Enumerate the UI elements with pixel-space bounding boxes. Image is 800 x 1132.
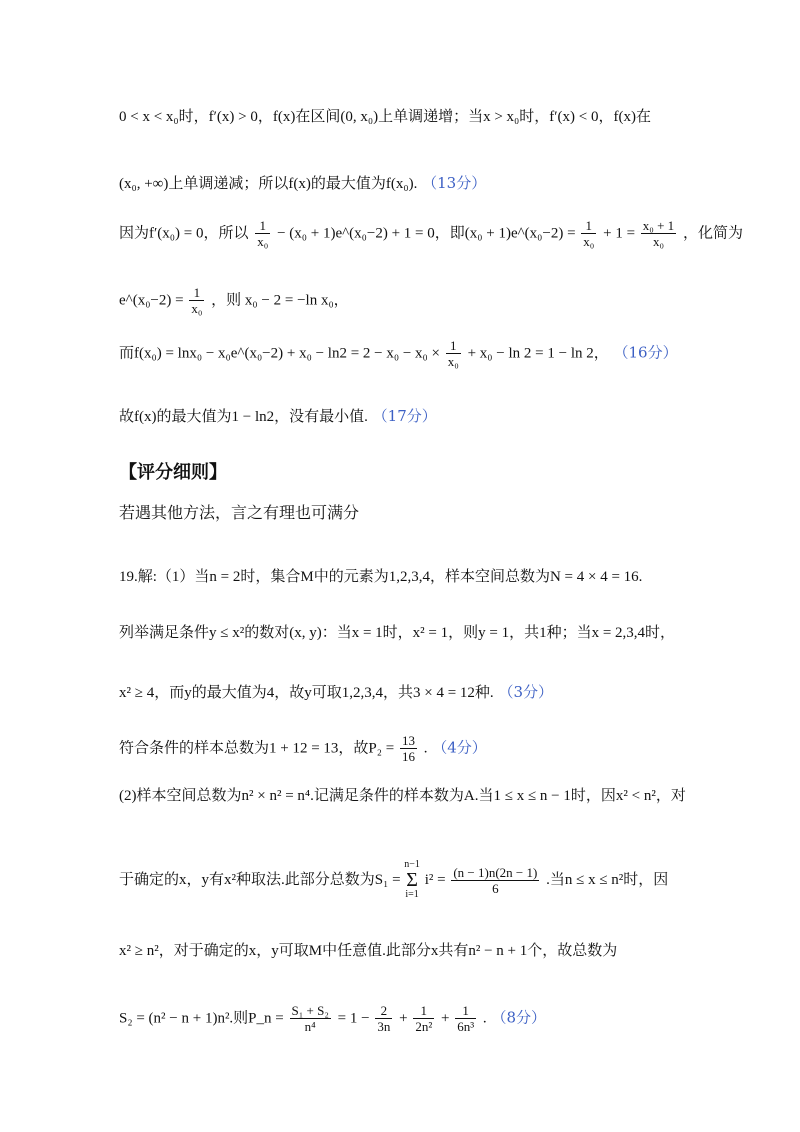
line-12-post: .当n ≤ x ≤ n²时，因 [546,872,669,888]
score-16: （16分） [613,343,678,362]
text-line-2 [119,173,760,194]
score-13: （13分） [422,174,487,192]
fraction: $\frac{2}{3n}$ [377,1003,391,1034]
line-14-post: . [482,1010,487,1027]
fraction: $\frac{13}{16}$ [401,733,415,764]
line-6-text: 故f(x)的最大值为1 − ln2，没有最小值. [119,409,368,425]
line-14-pre: S₂ = (n² − n + 1)n².则P_n = [119,1010,288,1027]
line-12-pre: 于确定的x，y有x²种取法.此部分总数为S₁ = [119,872,405,888]
line-2-text: (x₀, +∞)上单调递减；所以f(x)的最大值为f(x₀). [119,176,418,192]
text-line-14 [119,1003,760,1034]
fraction: $\frac{\text{S₁ + S₂}}{\text{n⁴}}$ [291,1003,329,1034]
line-3-post: ，化简为 [682,225,743,242]
line-3-pre: 因为f′(x₀) = 0，所以 [119,225,249,242]
section-heading: 【评分细则】 [119,462,227,483]
line-8-text: 列举满足条件y ≤ x²的数对(x, y)：当x = 1时，x² = 1，则y = 1，共1种；当x = 2,3,4时， [119,625,676,641]
line-13-text: x² ≥ n²，对于确定的x，y可取M中任意值.此部分x共有n² − n + 1个，故总数为 [119,943,618,959]
text-line-5 [119,338,760,369]
score-8: （8分） [491,1008,546,1027]
text-line-13 [119,940,760,961]
text-line-10 [119,733,760,764]
line-11-text: (2)样本空间总数为n² × n² = n⁴.记满足条件的样本数为A.当1 ≤ x ≤ n − 1时，因x² < n²，对 [119,788,686,804]
line-5-post: + x₀ − ln 2 = 1 − ln 2， [467,345,609,362]
grading-note: 若遇其他方法，言之有理也可满分 [119,503,360,522]
line-7-text: 19.解:（1）当n = 2时，集合M中的元素为1,2,3,4，样本空间总数为N = 4 × 4 = 16. [119,569,643,585]
line-1-text: 0 < x < x₀时，f′(x) > 0，f(x)在区间(0, x₀)上单调递增；当x > x₀时，f′(x) < 0，f(x)在 [119,109,651,125]
fraction: $\frac{1}{\text{6n³}}$ [457,1003,475,1034]
line-5-pre: 而f(x₀) = lnx₀ − x₀e^(x₀−2) + x₀ − ln2 = 2 − x₀ − x₀ × [119,345,444,362]
fraction: $\frac{\text{x₀ + 1}}{\text{x₀}}$ [642,218,675,249]
summation: n−1 Σ i=1 [404,859,420,900]
fraction: $\frac{1}{\text{x₀}}$ [191,285,203,316]
fraction: $\frac{1}{\text{2n²}}$ [415,1003,433,1034]
fraction: $\frac{(n - 1)n(2n - 1)}{6}$ [453,864,538,896]
line-14-mid: = 1 − [337,1010,374,1027]
score-4: （4分） [432,738,487,757]
text-line-1 [119,106,760,127]
line-14-mid2: + [399,1010,412,1027]
line-10-post: . [423,740,428,757]
fraction: $\frac{1}{\text{x₀}}$ [583,218,595,249]
fraction: $\frac{1}{\text{x₀}}$ [257,218,269,249]
line-10-pre: 符合条件的样本总数为1 + 12 = 13，故P₂ = [119,740,398,757]
line-14-mid3: + [441,1010,454,1027]
text-line-3 [119,218,760,249]
text-line-7 [119,566,760,587]
line-3-mid2: + 1 = [603,225,639,242]
fraction: $\frac{1}{\text{x₀}}$ [447,338,459,369]
text-line-4 [119,285,760,316]
score-3: （3分） [498,683,553,701]
line-3-mid: − (x₀ + 1)e^(x₀−2) + 1 = 0，即(x₀ + 1)e^(x₀−2) = [277,225,580,242]
line-12-sumbody: i² = [424,872,450,888]
text-line-6 [119,406,760,427]
text-line-8 [119,622,760,643]
line-4-post: ，则 x₀ − 2 = −ln x₀， [211,292,349,309]
text-line-9 [119,682,760,703]
text-line-11 [119,785,760,806]
line-4-pre: e^(x₀−2) = [119,292,188,309]
line-9-text: x² ≥ 4，而y的最大值为4，故y可取1,2,3,4，共3 × 4 = 12种. [119,685,494,701]
text-line-12 [119,860,760,900]
score-17: （17分） [372,407,437,425]
